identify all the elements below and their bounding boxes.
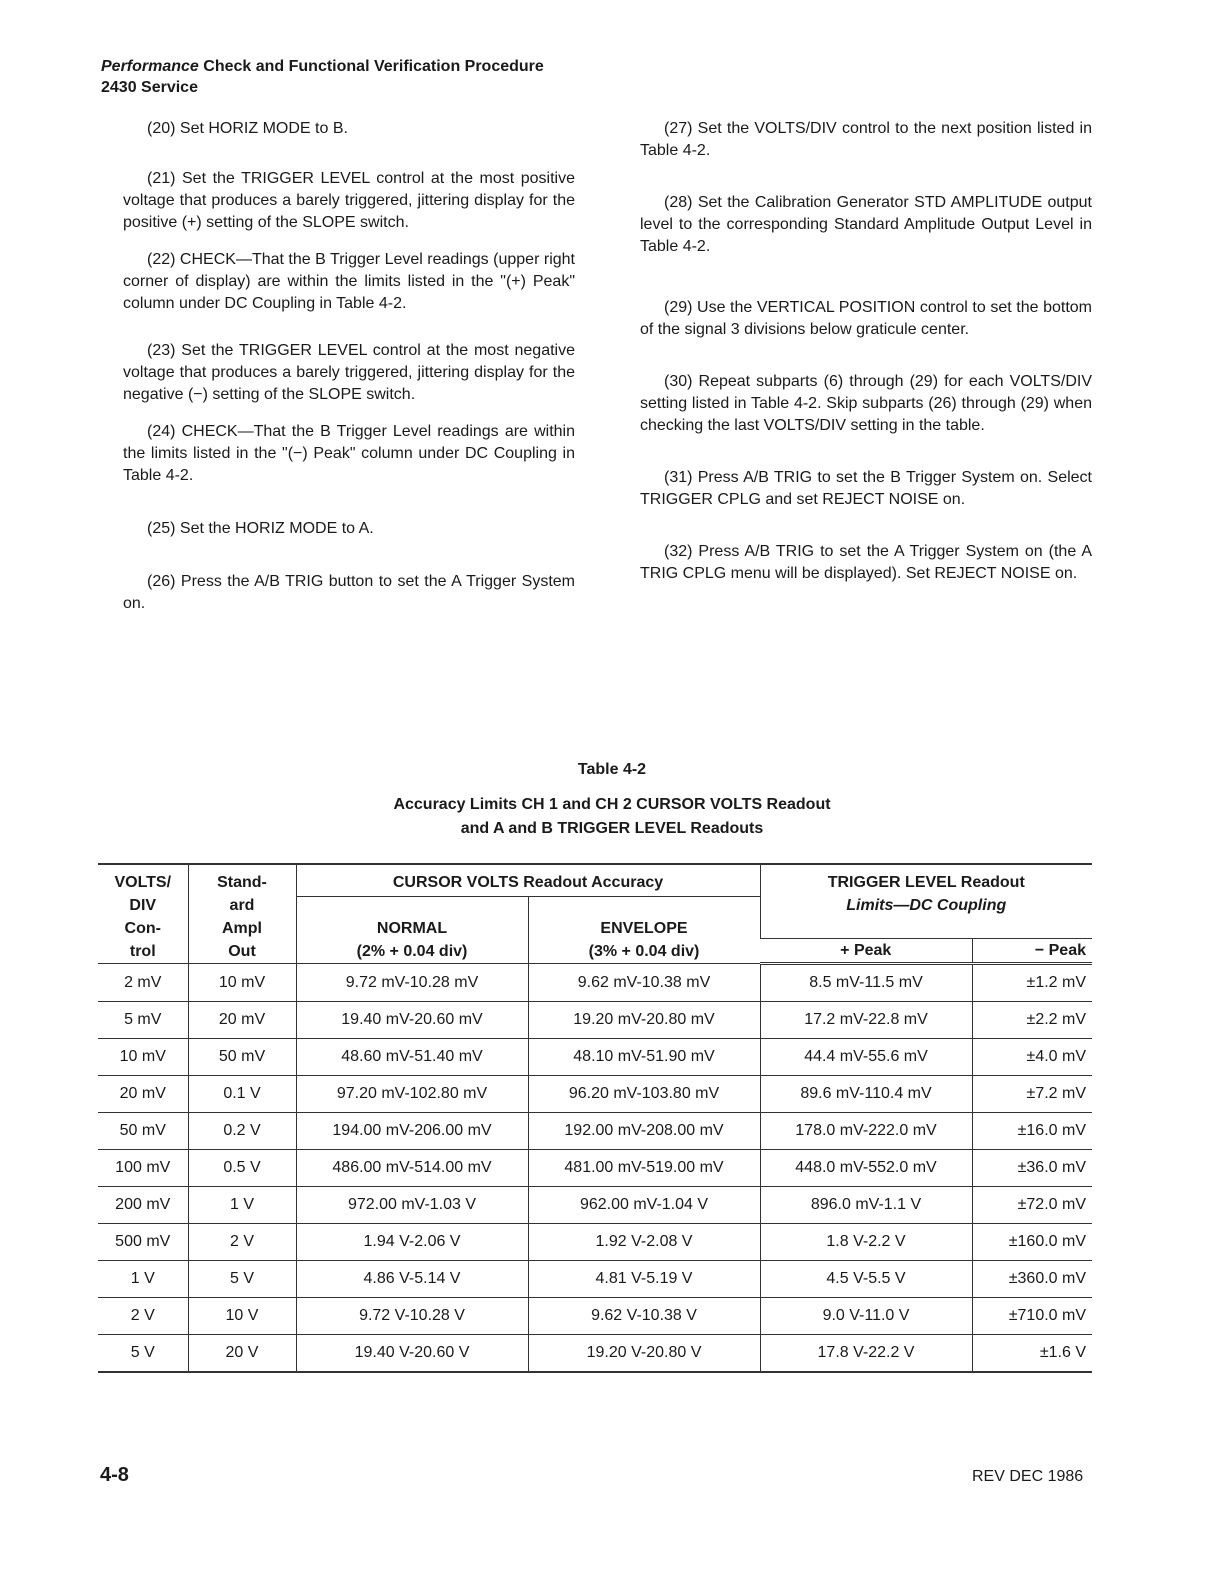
table-cell: ±2.2 mV: [972, 1002, 1092, 1039]
table-row: [98, 1076, 1092, 1113]
revision-date: REV DEC 1986: [972, 1468, 1084, 1485]
table-cell: 19.40 V-20.60 V: [296, 1335, 528, 1373]
table-cell: 5 V: [188, 1261, 296, 1298]
table-cell: 9.62 V-10.38 V: [528, 1298, 760, 1335]
table-cell: 178.0 mV-222.0 mV: [760, 1113, 972, 1150]
header-line-1: [101, 56, 544, 77]
table-cell: ±1.2 mV: [972, 964, 1092, 1002]
step-25: (25) Set the HORIZ MODE to A.: [147, 520, 374, 537]
table-cell: 2 V: [188, 1224, 296, 1261]
step-28: (28) Set the Calibration Generator STD AMPLITUDE output level to the corresponding Standard Amplitude Output Level in Table 4-2.: [640, 194, 1092, 255]
step-21: (21) Set the TRIGGER LEVEL control at the most positive voltage that produces a barely triggered, jittering display for the positive (+) setting of the SLOPE switch.: [123, 170, 575, 231]
table-cell: 1 V: [98, 1261, 188, 1298]
header-trigger-level-readout: TRIGGER LEVEL Readout Limits—DC Coupling: [760, 864, 1092, 939]
header-cursor-volts-accuracy: CURSOR VOLTS Readout Accuracy: [296, 864, 760, 897]
table-cell: 100 mV: [98, 1150, 188, 1187]
table-row: [98, 1224, 1092, 1261]
table-row: [98, 1039, 1092, 1076]
table-cell: 4.81 V-5.19 V: [528, 1261, 760, 1298]
right-column: [640, 118, 1092, 585]
table-cell: 448.0 mV-552.0 mV: [760, 1150, 972, 1187]
table-cell: 5 V: [98, 1335, 188, 1373]
table-cell: 10 mV: [98, 1039, 188, 1076]
table-cell: ±7.2 mV: [972, 1076, 1092, 1113]
table-cell: ±72.0 mV: [972, 1187, 1092, 1224]
table-cell: 1.92 V-2.08 V: [528, 1224, 760, 1261]
table-cell: 4.86 V-5.14 V: [296, 1261, 528, 1298]
table-cell: 1.94 V-2.06 V: [296, 1224, 528, 1261]
table-cell: 9.62 mV-10.38 mV: [528, 964, 760, 1002]
step-31: (31) Press A/B TRIG to set the B Trigger System on. Select TRIGGER CPLG and set REJECT NOISE on.: [640, 469, 1092, 508]
table-cell: 48.60 mV-51.40 mV: [296, 1039, 528, 1076]
accuracy-limits-table: [98, 863, 1092, 1373]
table-cell: 96.20 mV-103.80 mV: [528, 1076, 760, 1113]
step-30: (30) Repeat subparts (6) through (29) for each VOLTS/DIV setting listed in Table 4-2. Skip subparts (26) through (29) when checking the last VOLTS/DIV setting in the table.: [640, 373, 1092, 434]
header-plus-peak: + Peak: [760, 939, 972, 964]
table-cell: 2 V: [98, 1298, 188, 1335]
table-cell: 896.0 mV-1.1 V: [760, 1187, 972, 1224]
step-32: (32) Press A/B TRIG to set the A Trigger System on (the A TRIG CPLG menu will be displayed). Set REJECT NOISE on.: [640, 543, 1092, 582]
step-20: (20) Set HORIZ MODE to B.: [147, 120, 348, 137]
header-normal: NORMAL (2% + 0.04 div): [296, 897, 528, 964]
step-27: (27) Set the VOLTS/DIV control to the next position listed in Table 4-2.: [640, 120, 1092, 159]
table-cell: ±36.0 mV: [972, 1150, 1092, 1187]
step-26: (26) Press the A/B TRIG button to set the A Trigger System on.: [123, 573, 575, 612]
table-cell: 194.00 mV-206.00 mV: [296, 1113, 528, 1150]
step-29: (29) Use the VERTICAL POSITION control to set the bottom of the signal 3 divisions below graticule center.: [640, 299, 1092, 338]
table-cell: 20 mV: [98, 1076, 188, 1113]
table-cell: ±4.0 mV: [972, 1039, 1092, 1076]
table-body: [98, 964, 1092, 1373]
table-cell: ±160.0 mV: [972, 1224, 1092, 1261]
table-cell: 20 V: [188, 1335, 296, 1373]
table-cell: ±710.0 mV: [972, 1298, 1092, 1335]
table-cell: ±16.0 mV: [972, 1113, 1092, 1150]
table-row: [98, 1187, 1092, 1224]
header-line-1-rest: Check and Functional Verification Procedure: [198, 58, 544, 75]
table-cell: 500 mV: [98, 1224, 188, 1261]
table-cell: 962.00 mV-1.04 V: [528, 1187, 760, 1224]
table-row: [98, 964, 1092, 1002]
table-cell: 9.72 V-10.28 V: [296, 1298, 528, 1335]
header-minus-peak: − Peak: [972, 939, 1092, 964]
table-cell: 2 mV: [98, 964, 188, 1002]
table-cell: 17.8 V-22.2 V: [760, 1335, 972, 1373]
left-column: [123, 118, 575, 615]
table-row: [98, 1261, 1092, 1298]
table-cell: 10 V: [188, 1298, 296, 1335]
table-title-line-2: and A and B TRIGGER LEVEL Readouts: [460, 820, 764, 837]
table-cell: 972.00 mV-1.03 V: [296, 1187, 528, 1224]
table-cell: 1 V: [188, 1187, 296, 1224]
table-row: [98, 1298, 1092, 1335]
step-23: (23) Set the TRIGGER LEVEL control at the most negative voltage that produces a barely triggered, jittering display for the negative (−) setting of the SLOPE switch.: [123, 342, 575, 403]
table-number: Table 4-2: [577, 761, 647, 778]
table-cell: 8.5 mV-11.5 mV: [760, 964, 972, 1002]
table-row: [98, 1002, 1092, 1039]
table-row: [98, 1113, 1092, 1150]
table-cell: 19.40 mV-20.60 mV: [296, 1002, 528, 1039]
table-cell: 17.2 mV-22.8 mV: [760, 1002, 972, 1039]
table-row: [98, 1335, 1092, 1373]
header-italic-word: Performance: [101, 58, 199, 75]
table-cell: 5 mV: [98, 1002, 188, 1039]
running-header: [101, 56, 544, 98]
table-cell: 0.2 V: [188, 1113, 296, 1150]
table-cell: 97.20 mV-102.80 mV: [296, 1076, 528, 1113]
table-cell: 0.1 V: [188, 1076, 296, 1113]
table-cell: 486.00 mV-514.00 mV: [296, 1150, 528, 1187]
table-cell: 44.4 mV-55.6 mV: [760, 1039, 972, 1076]
page-number: 4-8: [100, 1464, 129, 1486]
header-envelope: ENVELOPE (3% + 0.04 div): [528, 897, 760, 964]
table-cell: 10 mV: [188, 964, 296, 1002]
table-cell: 192.00 mV-208.00 mV: [528, 1113, 760, 1150]
table-cell: 1.8 V-2.2 V: [760, 1224, 972, 1261]
table-cell: 9.0 V-11.0 V: [760, 1298, 972, 1335]
header-volts-div-control: VOLTS/ DIV Con- trol: [98, 864, 188, 964]
table-cell: ±1.6 V: [972, 1335, 1092, 1373]
step-22: (22) CHECK—That the B Trigger Level readings (upper right corner of display) are within the limits listed in the "(+) Peak" column under DC Coupling in Table 4-2.: [123, 251, 575, 312]
table-cell: 50 mV: [98, 1113, 188, 1150]
table-cell: 19.20 mV-20.80 mV: [528, 1002, 760, 1039]
table-cell: 200 mV: [98, 1187, 188, 1224]
table-cell: 20 mV: [188, 1002, 296, 1039]
step-24: (24) CHECK—That the B Trigger Level readings are within the limits listed in the "(−) Peak" column under DC Coupling in Table 4-2.: [123, 423, 575, 484]
table-cell: 50 mV: [188, 1039, 296, 1076]
table-cell: 19.20 V-20.80 V: [528, 1335, 760, 1373]
table-cell: 89.6 mV-110.4 mV: [760, 1076, 972, 1113]
table-row: [98, 1150, 1092, 1187]
table-cell: 0.5 V: [188, 1150, 296, 1187]
header-line-2: 2430 Service: [101, 79, 198, 96]
header-standard-ampl-out: Stand- ard Ampl Out: [188, 864, 296, 964]
table-cell: 481.00 mV-519.00 mV: [528, 1150, 760, 1187]
table-cell: 48.10 mV-51.90 mV: [528, 1039, 760, 1076]
table-cell: 4.5 V-5.5 V: [760, 1261, 972, 1298]
table-title-line-1: Accuracy Limits CH 1 and CH 2 CURSOR VOLTS Readout: [393, 796, 831, 813]
table-cell: ±360.0 mV: [972, 1261, 1092, 1298]
table-cell: 9.72 mV-10.28 mV: [296, 964, 528, 1002]
